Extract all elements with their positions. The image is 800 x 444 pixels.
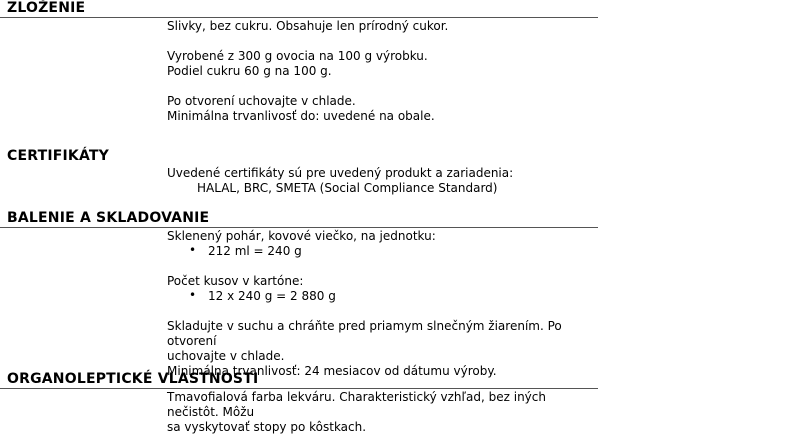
section-title: ORGANOLEPTICKÉ VLASTNOSTI: [0, 371, 598, 389]
text-line: Podiel cukru 60 g na 100 g.: [167, 64, 332, 78]
bullet-icon: •: [189, 243, 197, 257]
text-line: Počet kusov v kartóne:: [167, 274, 304, 288]
section-title: BALENIE A SKLADOVANIE: [0, 210, 598, 228]
text-line: Minimálna trvanlivosť do: uvedené na obale.: [167, 109, 435, 123]
list-item: • 12 x 240 g = 2 880 g: [189, 288, 336, 303]
section-organoleptika: [0, 371, 598, 435]
section-body: [0, 19, 598, 124]
text-line: Minimálna trvanlivosť: 24 mesiacov od dátumu výroby.: [167, 364, 497, 378]
section-zlozenie: [0, 0, 598, 124]
section-title: ZLOŽENIE: [0, 0, 598, 18]
text-line: Slivky, bez cukru. Obsahuje len prírodný cukor.: [167, 19, 449, 33]
text-line: HALAL, BRC, SMETA (Social Compliance Standard): [197, 181, 498, 195]
list-item: • 212 ml = 240 g: [189, 243, 302, 258]
section-body: [0, 166, 598, 196]
text-line: Po otvorení uchovajte v chlade.: [167, 94, 356, 108]
section-title: CERTIFIKÁTY: [7, 148, 110, 164]
section-body: [0, 229, 598, 379]
text-line: Sklenený pohár, kovové viečko, na jednotku:: [167, 229, 436, 243]
section-body: [0, 390, 598, 435]
text-line: uchovajte v chlade.: [167, 349, 285, 363]
section-certifikaty: [0, 148, 598, 196]
text-line: Uvedené certifikáty sú pre uvedený produkt a zariadenia:: [167, 166, 514, 180]
text-line: Vyrobené z 300 g ovocia na 100 g výrobku.: [167, 49, 428, 63]
bullet-list: [167, 289, 598, 304]
text-line: sa vyskytovať stopy po kôstkach.: [167, 420, 367, 434]
text-line: Tmavofialová farba lekváru. Charakteristický vzhľad, bez iných nečistôt. Môžu: [167, 390, 546, 419]
bullet-list: [167, 244, 598, 259]
bullet-icon: •: [189, 288, 197, 302]
section-balenie: [0, 210, 598, 379]
text-line: Skladujte v suchu a chráňte pred priamym slnečným žiarením. Po otvorení: [167, 319, 562, 348]
